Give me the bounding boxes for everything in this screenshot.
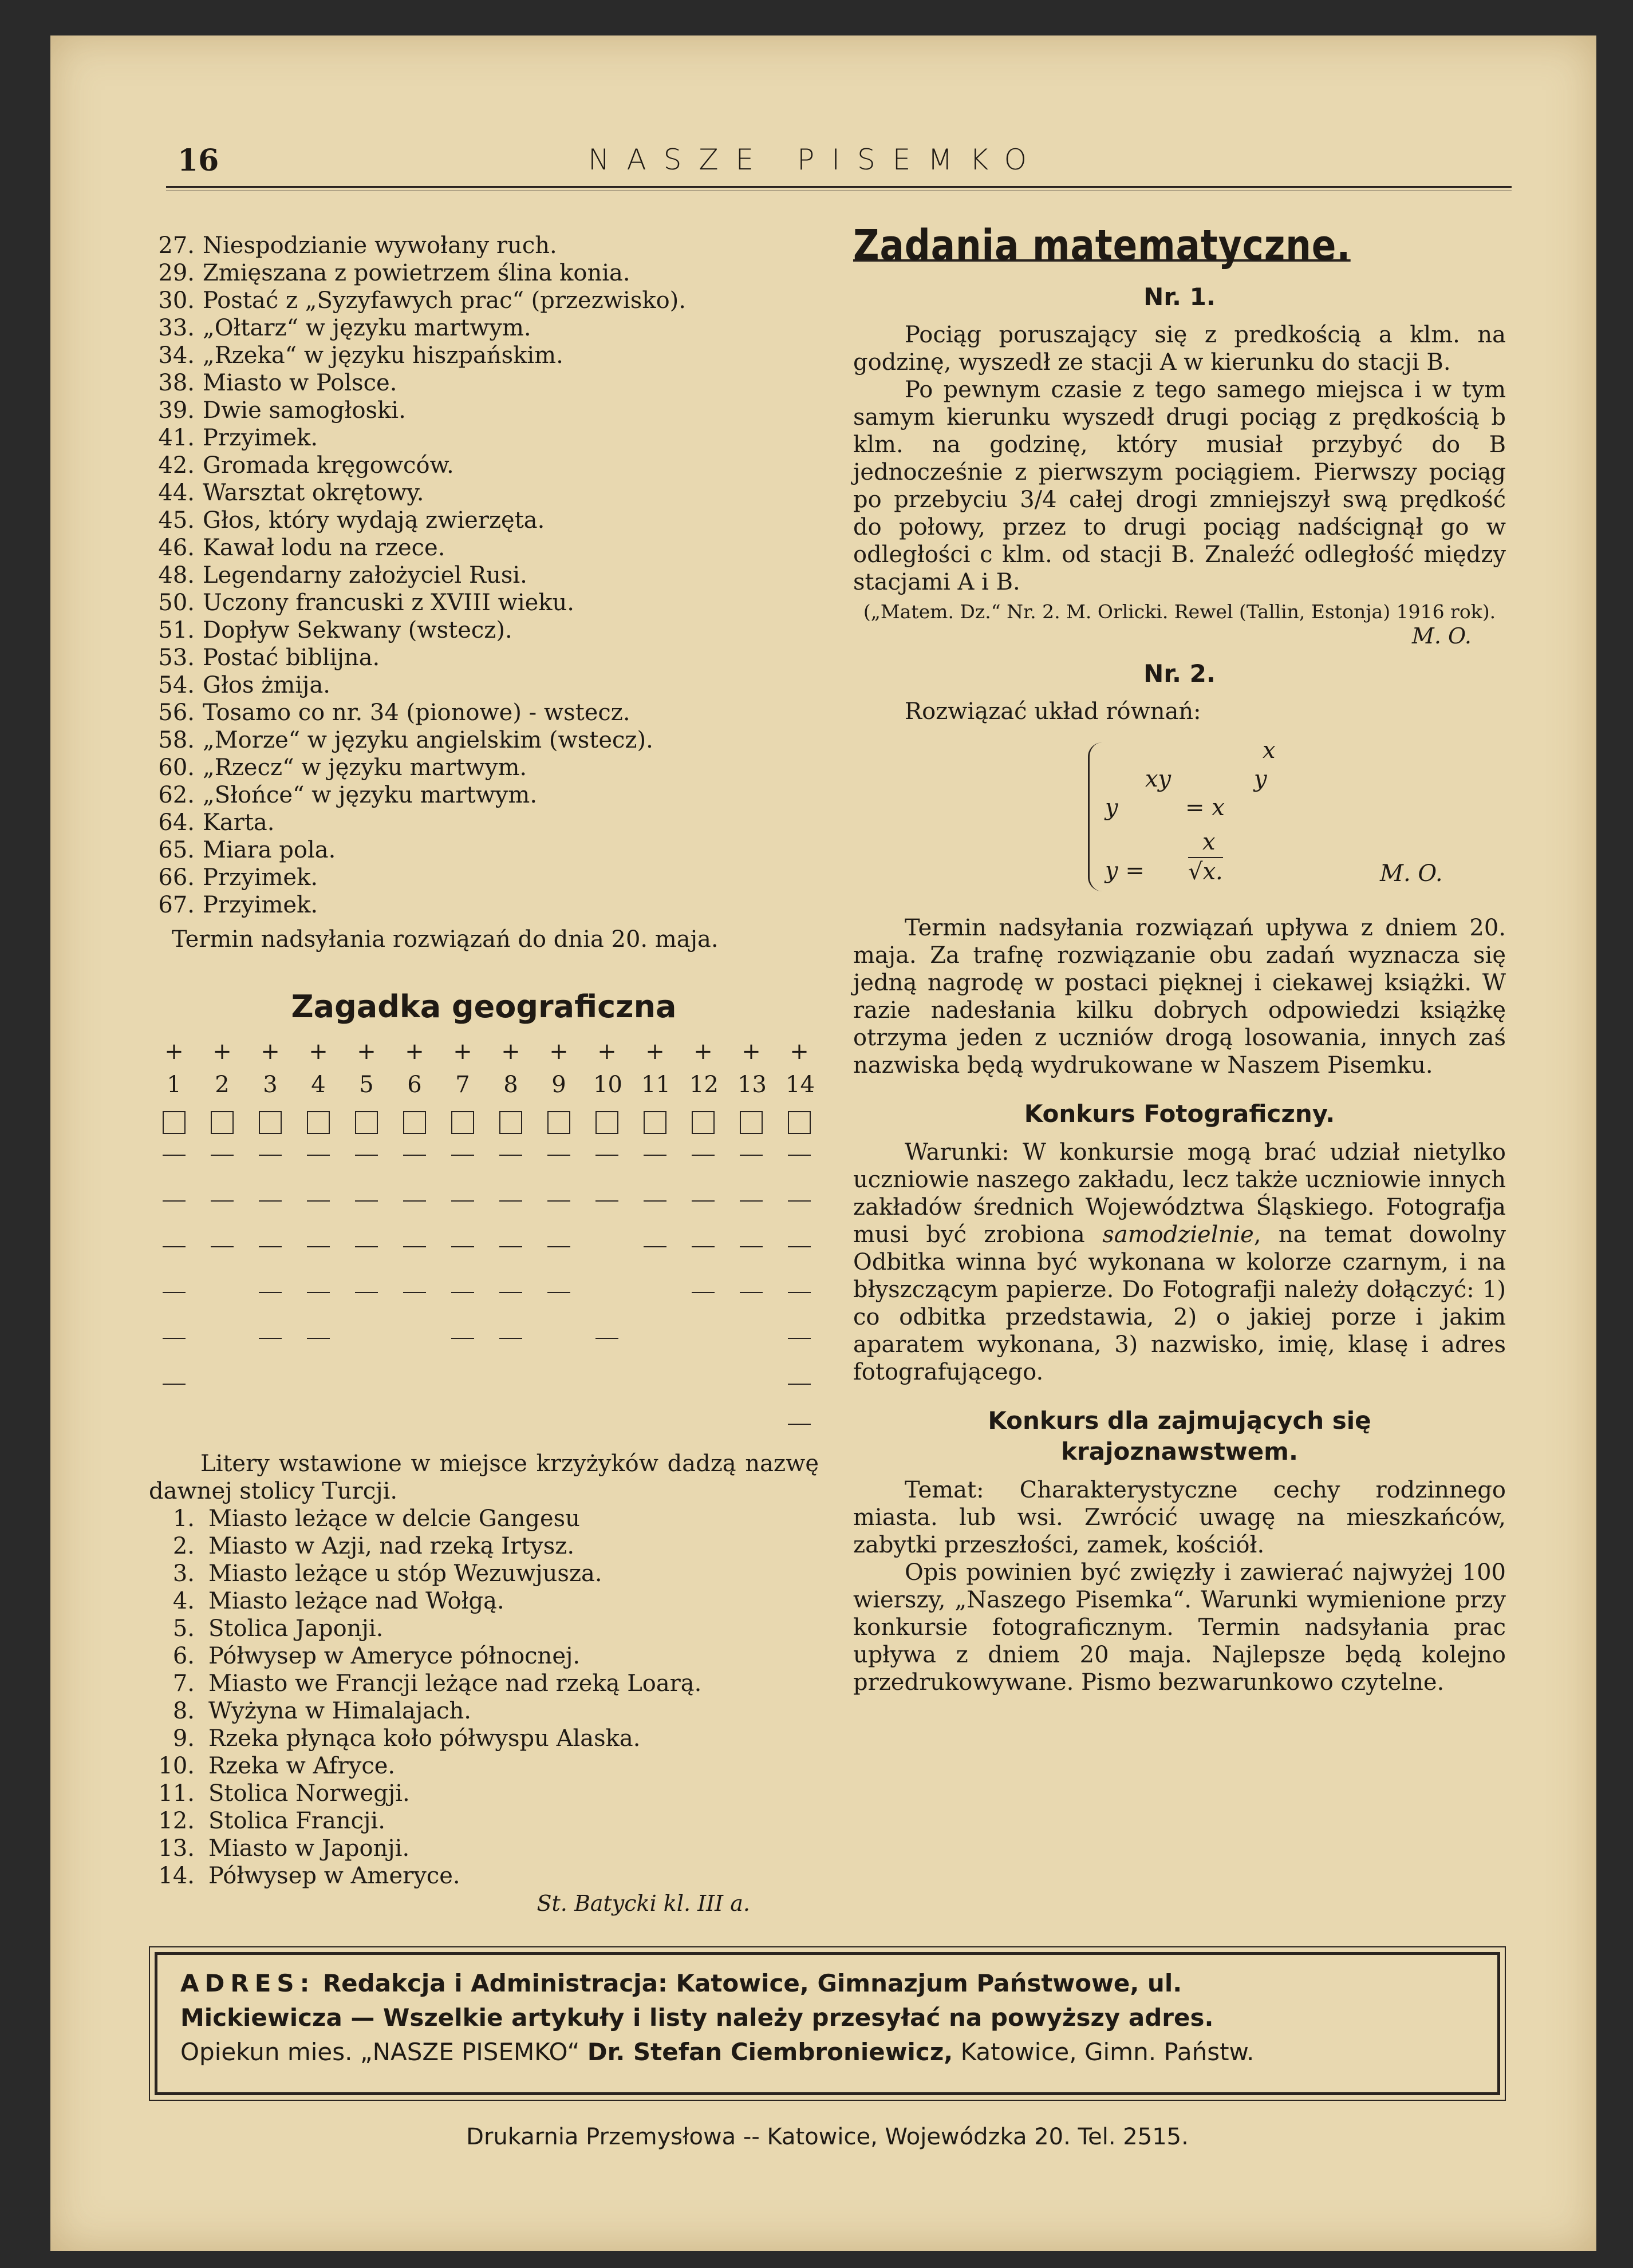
geo-dash — [160, 1324, 188, 1339]
geo-cross: + — [549, 1038, 569, 1065]
geo-dash — [257, 1232, 284, 1247]
crossword-clue: 54. Głos żmija. — [158, 672, 331, 698]
geo-clue: 7. Miasto we Francji leżące nad rzeką Loarą. — [172, 1670, 702, 1697]
crossword-clue: 39. Dwie samogłoski. — [158, 397, 406, 424]
geo-dash — [689, 1187, 717, 1202]
geo-dash — [497, 1324, 524, 1339]
kraj-p2: Opis powinien być zwięzły i zawierać najwyżej 100 wierszy, „Naszego Pisemka“. Warunki wymienione przy konkursie fotograficznym. Termin nadsyłania prac upływa z dniem 20 maja. Najlepsze będą kolejno przedrukowywane. Pismo bezwarunkowo czytelne. — [853, 1559, 1506, 1696]
geo-dash — [593, 1370, 621, 1385]
geo-dash — [737, 1187, 765, 1202]
geo-dash — [786, 1141, 813, 1156]
geo-cross: + — [790, 1038, 809, 1065]
geo-dash — [497, 1141, 524, 1156]
geo-clue: 11. Stolica Norwegji. — [158, 1780, 410, 1807]
eq-y1: y — [1105, 795, 1118, 821]
eq-xy: xy — [1145, 766, 1172, 792]
geo-dash — [545, 1370, 573, 1385]
crossword-clue: 27. Niespodzianie wywołany ruch. — [158, 232, 557, 259]
crossword-clue: 62. „Słońce“ w języku martwym. — [158, 782, 538, 808]
geo-dash — [593, 1410, 621, 1425]
geo-cross: + — [645, 1038, 665, 1065]
crossword-clue: 67. Przyimek. — [158, 892, 318, 918]
crossword-clue: 58. „Morze“ w języku angielskim (wstecz). — [158, 727, 653, 753]
crossword-clue: 65. Miara pola. — [158, 837, 336, 863]
geo-dash — [305, 1232, 332, 1247]
geo-number: 8 — [503, 1072, 518, 1098]
geo-clue: 5. Stolica Japonji. — [172, 1615, 384, 1642]
equation-brace — [1088, 742, 1102, 891]
eq-y2: y = — [1105, 858, 1145, 884]
geo-dash — [689, 1410, 717, 1425]
crossword-clue: 66. Przyimek. — [158, 864, 318, 891]
geo-dash-row — [160, 1232, 813, 1247]
geo-dash — [786, 1187, 813, 1202]
geo-dash — [545, 1232, 573, 1247]
geo-dash — [449, 1232, 476, 1247]
geo-dash — [593, 1278, 621, 1293]
geo-dash-row — [160, 1187, 813, 1202]
crossword-clue: 60. „Rzecz“ w języku martwym. — [158, 754, 527, 781]
geo-dash — [449, 1141, 476, 1156]
geo-dash — [449, 1324, 476, 1339]
geo-dash-row — [160, 1141, 813, 1156]
geo-cross: + — [693, 1038, 713, 1065]
crossword-clue: 48. Legendarny założyciel Rusi. — [158, 562, 527, 588]
geo-letter-box — [737, 1111, 765, 1134]
header-rule — [166, 186, 1512, 188]
geo-number: 13 — [737, 1072, 767, 1098]
geo-cross: + — [597, 1038, 617, 1065]
math-p2: Po pewnym czasie z tego samego miejsca i w tym samym kierunku wyszedł drugi pociąg z prędkością b klm. na godzinę, który musiał przybyć do B jednocześnie z pierwszym pociągiem. Pierwszy pociąg po przebyciu 3/4 całej drogi zmniejszył swą prędkość do połowy, przez to drugi pociąg nadścignął go w odległości c klm. od stacji B. Znaleźć odległość między stacjami A i B. — [853, 377, 1506, 595]
geo-dash — [545, 1410, 573, 1425]
geo-dash-row — [160, 1324, 813, 1339]
crossword-clue: 30. Postać z „Syzyfawych prac“ (przezwisko). — [158, 287, 686, 314]
geo-dash — [305, 1410, 332, 1425]
geo-dash — [353, 1278, 380, 1293]
geo-dash — [257, 1324, 284, 1339]
geo-dash — [497, 1410, 524, 1425]
geo-dash — [401, 1278, 428, 1293]
geo-number: 4 — [311, 1072, 326, 1098]
geo-dash — [497, 1370, 524, 1385]
eq-eq1: = x — [1185, 795, 1225, 821]
crossword-clue: 53. Postać biblijna. — [158, 645, 380, 671]
geo-letter-box — [689, 1111, 717, 1134]
crossword-clue: 38. Miasto w Polsce. — [158, 370, 397, 396]
kraj-p1: Temat: Charakterystyczne cechy rodzinnego miasta. lub wsi. Zwrócić uwagę na mieszkańców, zabytki przeszłości, zamek, kościół. — [853, 1477, 1506, 1558]
crossword-clue: 42. Gromada kręgowców. — [158, 452, 454, 479]
geo-letter-box — [401, 1111, 428, 1134]
crossword-clue: 50. Uczony francuski z XVIII wieku. — [158, 590, 575, 616]
geo-number: 2 — [215, 1072, 230, 1098]
geo-number: 7 — [455, 1072, 470, 1098]
eq-sign2: M. O. — [1380, 860, 1443, 887]
geo-dash — [737, 1141, 765, 1156]
geo-dash — [641, 1370, 669, 1385]
geo-number: 11 — [641, 1072, 670, 1098]
geo-letter-box — [786, 1111, 813, 1134]
geo-clue: 6. Półwysep w Ameryce północnej. — [172, 1643, 581, 1669]
math-p1: Pociąg poruszający się z predkością a klm. na godzinę, wyszedł ze stacji A w kierunku do stacji B. — [853, 322, 1506, 376]
geo-dash — [257, 1187, 284, 1202]
geo-letter-box — [353, 1111, 380, 1134]
geo-dash — [160, 1232, 188, 1247]
geo-title: Zagadka geograficzna — [291, 989, 677, 1025]
geo-cross: + — [453, 1038, 472, 1065]
geo-clue: 8. Wyżyna w Himalajach. — [172, 1698, 472, 1724]
geo-dash — [353, 1187, 380, 1202]
geo-number: 5 — [359, 1072, 374, 1098]
crossword-clue: 34. „Rzeka“ w języku hiszpańskim. — [158, 342, 563, 369]
crossword-clue: 45. Głos, który wydają zwierzęta. — [158, 507, 545, 534]
eq-y-exp: y — [1254, 766, 1267, 792]
printer-footer: Drukarnia Przemysłowa -- Katowice, Wojewódzka 20. Tel. 2515. — [466, 2124, 1189, 2150]
geo-clue: 4. Miasto leżące nad Wołgą. — [172, 1588, 504, 1614]
geo-letter-box — [449, 1111, 476, 1134]
geo-dash — [449, 1278, 476, 1293]
crossword-clue: 29. Zmięszana z powietrzem ślina konia. — [158, 260, 630, 286]
geo-cross: + — [309, 1038, 328, 1065]
geo-grid — [160, 1038, 819, 1427]
geo-dash — [786, 1278, 813, 1293]
geo-clue: 3. Miasto leżące u stóp Wezuwjusza. — [172, 1560, 602, 1587]
geo-letter-box — [305, 1111, 332, 1134]
geo-dash — [401, 1187, 428, 1202]
geo-dash — [353, 1370, 380, 1385]
geo-clue-list — [149, 1505, 819, 1890]
right-column — [853, 221, 1506, 1696]
geo-dash — [305, 1141, 332, 1156]
geo-dash — [353, 1324, 380, 1339]
geo-letter-box — [641, 1111, 669, 1134]
geo-dash — [786, 1232, 813, 1247]
math-title: Zadania matematyczne. — [853, 221, 1351, 270]
address-box: ADRES: Redakcja i Administracja: Katowice, Gimnazjum Państwowe, ul. Mickiewicza — Wszelkie artykuły i listy należy przesyłać na powyższy adres. Opiekun mies. „NASZE PISEMKO“ Dr. Stefan Ciembroniewicz, Katowice, Gimn. Państw. — [155, 1952, 1500, 2095]
geo-dash — [160, 1141, 188, 1156]
geo-clue: 13. Miasto w Japonji. — [158, 1835, 410, 1862]
geo-dash — [449, 1410, 476, 1425]
geo-number: 9 — [551, 1072, 566, 1098]
geo-dash — [497, 1232, 524, 1247]
geo-dash — [257, 1370, 284, 1385]
geo-dash — [786, 1324, 813, 1339]
geo-clue: 9. Rzeka płynąca koło półwyspu Alaska. — [172, 1725, 641, 1752]
geo-dash — [593, 1187, 621, 1202]
geo-dash — [786, 1410, 813, 1425]
geo-dash — [689, 1232, 717, 1247]
geo-number: 3 — [263, 1072, 278, 1098]
geo-dash — [305, 1370, 332, 1385]
geo-dash — [401, 1141, 428, 1156]
geo-dash — [208, 1324, 236, 1339]
geo-dash — [305, 1278, 332, 1293]
geo-dash — [305, 1324, 332, 1339]
math-deadline: Termin nadsyłania rozwiązań upływa z dniem 20. maja. Za trafnę rozwiązanie obu zadań wyznacza się jedną nagrodę w postaci pięknej i ciekawej książki. W razie nadesłania kilku dobrych odpowiedzi książkę otrzyma jeden z uczniów drogą losowania, innych zaś nazwiska będą wydrukowane w Naszem Pisemku. — [853, 915, 1506, 1078]
geo-dash — [737, 1278, 765, 1293]
geo-cross: + — [261, 1038, 280, 1065]
math-nr2: Nr. 2. — [1143, 659, 1216, 687]
page-number: 16 — [178, 143, 219, 178]
geo-intro: Litery wstawione w miejsce krzyżyków dadzą nazwę dawnej stolicy Turcji. — [149, 1451, 819, 1504]
geo-dash — [208, 1410, 236, 1425]
geo-number: 1 — [167, 1072, 182, 1098]
geo-dash — [401, 1232, 428, 1247]
geo-dash — [160, 1370, 188, 1385]
geo-dash — [737, 1324, 765, 1339]
geo-dash — [353, 1141, 380, 1156]
geo-dash — [401, 1324, 428, 1339]
geo-dash — [737, 1410, 765, 1425]
geo-dash — [593, 1324, 621, 1339]
geo-dash — [641, 1187, 669, 1202]
crossword-clue: 41. Przyimek. — [158, 425, 318, 451]
geo-number: 6 — [407, 1072, 422, 1098]
geo-dash — [208, 1278, 236, 1293]
page-header — [120, 143, 1512, 177]
geo-dash — [160, 1410, 188, 1425]
geo-dash — [401, 1370, 428, 1385]
geo-dash — [545, 1278, 573, 1293]
geo-dash — [786, 1370, 813, 1385]
geo-dash — [641, 1141, 669, 1156]
geo-number: 14 — [786, 1072, 815, 1098]
geo-cross: + — [501, 1038, 520, 1065]
geo-clue: 1. Miasto leżące w delcie Gangesu — [172, 1506, 580, 1532]
geo-dash — [641, 1278, 669, 1293]
geo-clue: 10. Rzeka w Afryce. — [158, 1753, 396, 1779]
geo-box-row — [160, 1111, 813, 1134]
geo-clue: 12. Stolica Francji. — [158, 1808, 385, 1834]
crossword-clue: 46. Kawał lodu na rzece. — [158, 535, 445, 561]
crossword-clue: 64. Karta. — [158, 809, 275, 836]
geo-dash — [545, 1187, 573, 1202]
geo-number: 12 — [689, 1072, 719, 1098]
geo-dash — [208, 1232, 236, 1247]
geo-dash — [497, 1187, 524, 1202]
geo-dash — [593, 1141, 621, 1156]
geo-dash — [737, 1370, 765, 1385]
running-title: NASZE PISEMKO — [588, 143, 1044, 176]
geo-dash — [689, 1370, 717, 1385]
geo-dash — [449, 1187, 476, 1202]
math-p3: Rozwiązać układ równań: — [905, 698, 1201, 725]
crossword-clue: 56. Tosamo co nr. 34 (pionowe) - wstecz. — [158, 700, 630, 726]
geo-dash — [257, 1410, 284, 1425]
geo-letter-box — [593, 1111, 621, 1134]
geo-number: 10 — [593, 1072, 622, 1098]
geo-cross: + — [212, 1038, 232, 1065]
equation-system — [853, 737, 1506, 903]
geo-dash-row — [160, 1278, 813, 1293]
geo-author: St. Batycki kl. III a. — [537, 1891, 750, 1916]
geo-dash — [497, 1278, 524, 1293]
geo-dash — [208, 1141, 236, 1156]
geo-dash — [593, 1232, 621, 1247]
math-source: („Matem. Dz.“ Nr. 2. M. Orlicki. Rewel (Tallin, Estonja) 1916 rok). — [863, 600, 1496, 623]
geo-dash — [545, 1324, 573, 1339]
geo-cross: + — [741, 1038, 761, 1065]
geo-dash — [689, 1324, 717, 1339]
geo-dash — [641, 1232, 669, 1247]
geo-clue: 2. Miasto w Azji, nad rzeką Irtysz. — [172, 1533, 575, 1559]
geo-dash — [689, 1141, 717, 1156]
crossword-clue: 51. Dopływ Sekwany (wstecz). — [158, 617, 512, 643]
geo-dash — [160, 1278, 188, 1293]
geo-dash — [257, 1278, 284, 1293]
foto-text: Warunki: W konkursie mogą brać udział nietylko uczniowie naszego zakładu, lecz także uczniowie innych zakładów średnich Województwa Śląskiego. Fotografja musi być zrobiona samodzielnie, na temat dowolny Odbitka winna być wykonana w kolorze czarnym, i na błyszczącym papierze. Do Fotografji należy dołączyć: 1) co odbitka przedstawia, 2) o jakiej porze i jakim aparatem wykonana, 3) nazwisko, imię, klasę i adres fotografującego. — [853, 1139, 1506, 1385]
eq-sqrt: √x. — [1188, 857, 1223, 886]
geo-dash — [545, 1141, 573, 1156]
crossword-clues — [149, 232, 819, 919]
geo-cross: + — [164, 1038, 184, 1065]
geo-dash — [160, 1187, 188, 1202]
geo-dash — [208, 1370, 236, 1385]
geo-cross-row — [160, 1038, 813, 1065]
geo-clue: 14. Półwysep w Ameryce. — [158, 1863, 460, 1889]
math-nr1: Nr. 1. — [1143, 283, 1216, 311]
math-sign1: M. O. — [1411, 623, 1472, 649]
eq-x-mid: x — [1202, 829, 1216, 855]
crossword-deadline: Termin nadsyłania rozwiązań do dnia 20. maja. — [172, 926, 719, 953]
geo-dash — [641, 1410, 669, 1425]
geo-letter-box — [257, 1111, 284, 1134]
geo-dash — [449, 1370, 476, 1385]
geo-letter-box — [497, 1111, 524, 1134]
eq-x-top: x — [1263, 737, 1276, 764]
geo-dash-row — [160, 1370, 813, 1385]
geo-dash — [305, 1187, 332, 1202]
geo-dash — [353, 1232, 380, 1247]
geo-dash-row — [160, 1410, 813, 1425]
foto-title: Konkurs Fotograficzny. — [1024, 1100, 1335, 1128]
left-column — [149, 232, 819, 1917]
geo-dash — [353, 1410, 380, 1425]
geo-dash — [689, 1278, 717, 1293]
crossword-clue: 44. Warsztat okrętowy. — [158, 480, 424, 506]
geo-letter-box — [208, 1111, 236, 1134]
geo-letter-box — [545, 1111, 573, 1134]
geo-dash — [257, 1141, 284, 1156]
geo-cross: + — [405, 1038, 424, 1065]
kraj-title: Konkurs dla zajmujących się krajoznawstwem. — [988, 1406, 1371, 1465]
geo-dash — [208, 1187, 236, 1202]
geo-dash — [737, 1232, 765, 1247]
geo-dash — [641, 1324, 669, 1339]
geo-cross: + — [357, 1038, 376, 1065]
geo-number-row — [160, 1071, 813, 1099]
crossword-clue: 33. „Ołtarz“ w języku martwym. — [158, 315, 531, 341]
geo-letter-box — [160, 1111, 188, 1134]
geo-dash — [401, 1410, 428, 1425]
